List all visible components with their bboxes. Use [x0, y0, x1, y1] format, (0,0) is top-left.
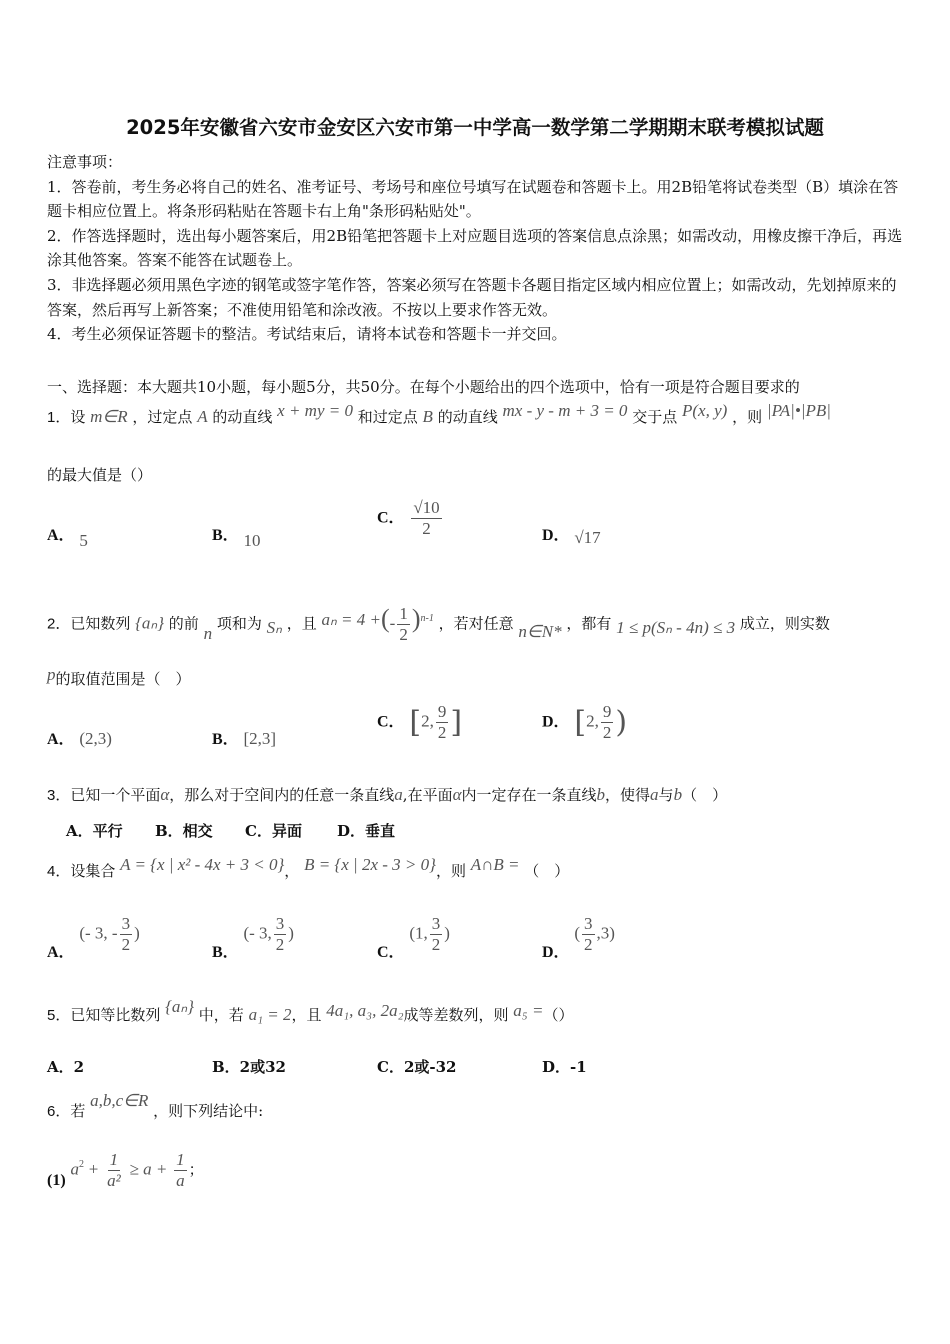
frac-num: 1 [399, 604, 408, 623]
option-label: D． [542, 943, 570, 961]
q2-option-c: C． [2, $\frac{9}{2}$ ] [377, 702, 463, 742]
q4-math-setA: A = {x | x² - 4x + 3 < 0} [120, 855, 285, 874]
q1-math-line2: mx - y - m + 3 = 0 [502, 401, 628, 420]
frac-den: a [176, 1171, 185, 1190]
q5-math-seq: {aₙ} [165, 997, 194, 1016]
q6-item-1 [47, 1150, 204, 1191]
q1-option-d [542, 522, 601, 545]
q5-text: ，且 [291, 1006, 322, 1024]
option-value: ) [134, 923, 140, 943]
notice-item: 1．答卷前，考生务必将自己的姓名、准考证号、考场号和座位号填写在试题卷和答题卡上。用2B铅笔将试卷类型（B）填涂在答题卡相应位置上。将条形码粘贴在答题卡右上角"条形码粘贴处"。 [47, 177, 899, 221]
frac-den: 2 [422, 519, 431, 538]
q2-text: 项和为 [216, 614, 262, 633]
option-value: ,3) [596, 923, 615, 943]
q5-option-d: D．-1 [542, 1058, 587, 1076]
q3-option-c: C．异面 [245, 822, 302, 840]
q3-option-d: D．垂直 [337, 822, 396, 840]
option-label: A． [47, 731, 75, 748]
frac-num: √10 [413, 498, 440, 517]
frac-den: 2 [437, 723, 447, 742]
q3-text: 内一定存在一条直线 [461, 786, 597, 804]
q6-text: ，则下列结论中: [153, 1102, 264, 1120]
q2-math-set: n∈N* [518, 621, 562, 641]
q1-text: ，过定点 [132, 408, 193, 426]
q1-math-A: A [197, 407, 208, 426]
q6-math-abc: a,b,c∈R [90, 1091, 149, 1110]
q1-num: 1．设 [47, 409, 86, 426]
q4-text: （ ） [524, 862, 570, 880]
q3-math-alpha: α [452, 785, 462, 804]
option-label: C． [377, 943, 405, 961]
q1-option-c [377, 498, 444, 539]
q2-text: ，都有 [566, 614, 612, 633]
question-3 [47, 784, 727, 805]
option-label: A． [47, 527, 75, 544]
q2-line2 [47, 665, 191, 689]
frac-num: 3 [275, 914, 285, 933]
section-heading: 一、选择题：本大题共10小题，每小题5分，共50分。在每个小题给出的四个选项中，恰有一项是符合题目要求的 [47, 378, 800, 396]
q6-math: ≥ a + [129, 1159, 168, 1179]
q3-option-a: A．平行 [66, 822, 123, 840]
q1-text: 交于点 [632, 408, 678, 426]
frac-den: 2 [584, 935, 593, 954]
q3-math-a: a [394, 785, 403, 804]
q2-option-d: D． [2, $\frac{9}{2}$ ) [542, 702, 628, 742]
q2-math-S: Sₙ [266, 617, 282, 637]
option-value: ) [444, 923, 450, 943]
q3-math-alpha: α [160, 785, 170, 804]
q5-text: 中，若 [198, 1006, 244, 1024]
q2-math-an: aₙ = 4 + [321, 609, 381, 629]
q1-text: 的动直线 [212, 408, 273, 426]
frac-num: 3 [584, 914, 593, 933]
option-label: D． [542, 713, 570, 731]
option-value: 2, [586, 711, 599, 731]
q3-text: ,在平面 [402, 786, 453, 804]
q5-option-b: B．2或32 [212, 1058, 286, 1076]
q2-option-a [47, 726, 112, 749]
option-label: B． [212, 731, 239, 748]
q2-text: 的前 [168, 614, 199, 633]
option-label: C． [377, 713, 405, 731]
q6-math-sup: 2 [78, 1158, 84, 1170]
q3-math-b: b [673, 785, 683, 804]
q3-num: 3．已知一个平面 [47, 787, 161, 804]
option-value: (2,3) [79, 729, 112, 748]
option-value: √17 [574, 528, 601, 547]
q4-math-AB: A∩B = [470, 855, 520, 874]
frac-num: 9 [437, 702, 447, 721]
q1-math-line1: x + my = 0 [277, 401, 353, 420]
option-value: ( [574, 923, 581, 943]
frac-den: 2 [121, 935, 131, 954]
q4-text: ，则 [435, 862, 466, 880]
q1-math-B: B [422, 407, 433, 426]
q4-math-setB: B = {x | 2x - 3 > 0} [304, 855, 436, 874]
q3-option-b: B．相交 [155, 822, 213, 840]
q2-text: ，若对任意 [438, 614, 514, 633]
q2-text: 成立，则实数 [739, 614, 830, 633]
item-label: (1) [47, 1171, 66, 1189]
q6-num: 6．若 [47, 1103, 86, 1120]
q1-text: 的动直线 [437, 408, 498, 426]
q2-math-seq: {aₙ} [135, 613, 164, 633]
q3-text: ，那么对于空间内的任意一条直线 [169, 786, 395, 804]
q4-option-c [377, 914, 450, 961]
q2-text: 的取值范围是（ ） [55, 670, 191, 688]
frac-den: 2 [399, 625, 408, 644]
q5-math-a1: a₁ = 2 [248, 1005, 292, 1024]
q1-math-mR: m∈R [90, 407, 128, 426]
q1-option-b [212, 522, 261, 550]
option-value: 2, [421, 711, 434, 731]
q5-math-terms: 4a₁, a₃, 2a₂ [326, 1001, 404, 1020]
q3-math-b: b [596, 785, 606, 804]
q4-text: ， [284, 862, 300, 880]
q4-option-b [212, 914, 294, 961]
frac-den: 2 [275, 935, 285, 954]
q6-math: + [88, 1159, 99, 1179]
q1-text: ，则 [732, 408, 763, 426]
notice-item: 3．非选择题必须用黑色字迹的钢笔或签字笔作答，答案必须写在答题卡各题目指定区域内相应位置上；如需改动，先划掉原来的答案，然后再写上新答案；不准使用铅笔和涂改液。不按以上要求作答无效。 [47, 275, 897, 319]
frac-num: 1 [176, 1150, 185, 1169]
q3-math-a: a [650, 785, 659, 804]
question-1 [47, 401, 831, 427]
option-value: ) [288, 923, 294, 943]
q5-text: 成等差数列，则 [403, 1006, 509, 1024]
notice-block [47, 150, 907, 347]
frac-den: 2 [602, 723, 612, 742]
option-label: B． [212, 527, 239, 544]
question-6 [47, 1091, 264, 1121]
q3-text: ，使得 [605, 786, 651, 804]
q1-math-P: P(x, y) [682, 401, 728, 420]
question-2: 2．已知数列 {aₙ} 的前 n 项和为 Sₙ ，且 aₙ = 4 +(- $\frac{1}{2}$ )$^{n-1}$ ，若对任意 n∈N* ，都有 1 ≤ p(Sₙ - 4n) ≤ 3 成立，则实数 [47, 603, 830, 644]
q4-option-a [47, 914, 140, 961]
page-title: 2025年安徽省六安市金安区六安市第一中学高一数学第二学期期末联考模拟试题 [126, 116, 824, 139]
q1-math-expr: |PA|•|PB| [766, 401, 831, 420]
q2-num: 2．已知数列 [47, 615, 131, 633]
q5-text: （） [543, 1006, 574, 1024]
q2-math-n: n [203, 623, 213, 643]
frac-num: 1 [109, 1150, 119, 1169]
q2-text: ，且 [286, 614, 317, 633]
frac-num: 3 [121, 914, 131, 933]
frac-num: 3 [431, 914, 441, 933]
option-label: D． [542, 527, 570, 544]
q5-option-a: A．2 [47, 1058, 85, 1076]
q2-math-p: p [47, 665, 56, 684]
option-label: A． [47, 943, 75, 961]
option-value: 10 [243, 531, 261, 550]
q6-math: a [70, 1159, 79, 1179]
question-5 [47, 997, 574, 1025]
q2-math-ineq: 1 ≤ p(Sₙ - 4n) ≤ 3 [616, 617, 736, 637]
q5-option-c: C．2或-32 [377, 1058, 457, 1076]
q2-math-exp: n-1 [420, 612, 434, 624]
option-value: (- 3, - [79, 923, 118, 943]
q4-num: 4．设集合 [47, 863, 116, 880]
frac-den: a² [107, 1171, 121, 1190]
notice-heading: 注意事项： [47, 153, 123, 171]
q1-line2: 的最大值是（） [47, 466, 153, 484]
frac-num: 9 [602, 702, 612, 721]
question-4 [47, 855, 570, 881]
q6-text: ； [188, 1160, 204, 1179]
q2-option-b [212, 726, 276, 749]
option-value: (1, [409, 923, 428, 943]
q1-option-a [47, 522, 88, 550]
notice-item: 2．作答选择题时，选出每小题答案后，用2B铅笔把答题卡上对应题目选项的答案信息点涂黑；如需改动，用橡皮擦干净后，再选涂其他答案。答案不能答在试题卷上。 [47, 226, 903, 270]
option-label: B． [212, 943, 239, 961]
q1-text: 和过定点 [357, 408, 418, 426]
q5-math-a5: a₅ = [513, 1001, 544, 1020]
option-value: (- 3, [243, 923, 272, 943]
q3-text: 与 [658, 786, 674, 804]
option-label: C． [377, 509, 405, 527]
q3-text: （ ） [682, 786, 728, 804]
frac-den: 2 [431, 935, 441, 954]
notice-item: 4．考生必须保证答题卡的整洁。考试结束后，请将本试卷和答题卡一并交回。 [47, 325, 567, 344]
option-value: 5 [79, 531, 88, 550]
option-value: [2,3] [243, 729, 277, 748]
q4-option-d [542, 914, 615, 961]
q5-num: 5．已知等比数列 [47, 1007, 161, 1024]
